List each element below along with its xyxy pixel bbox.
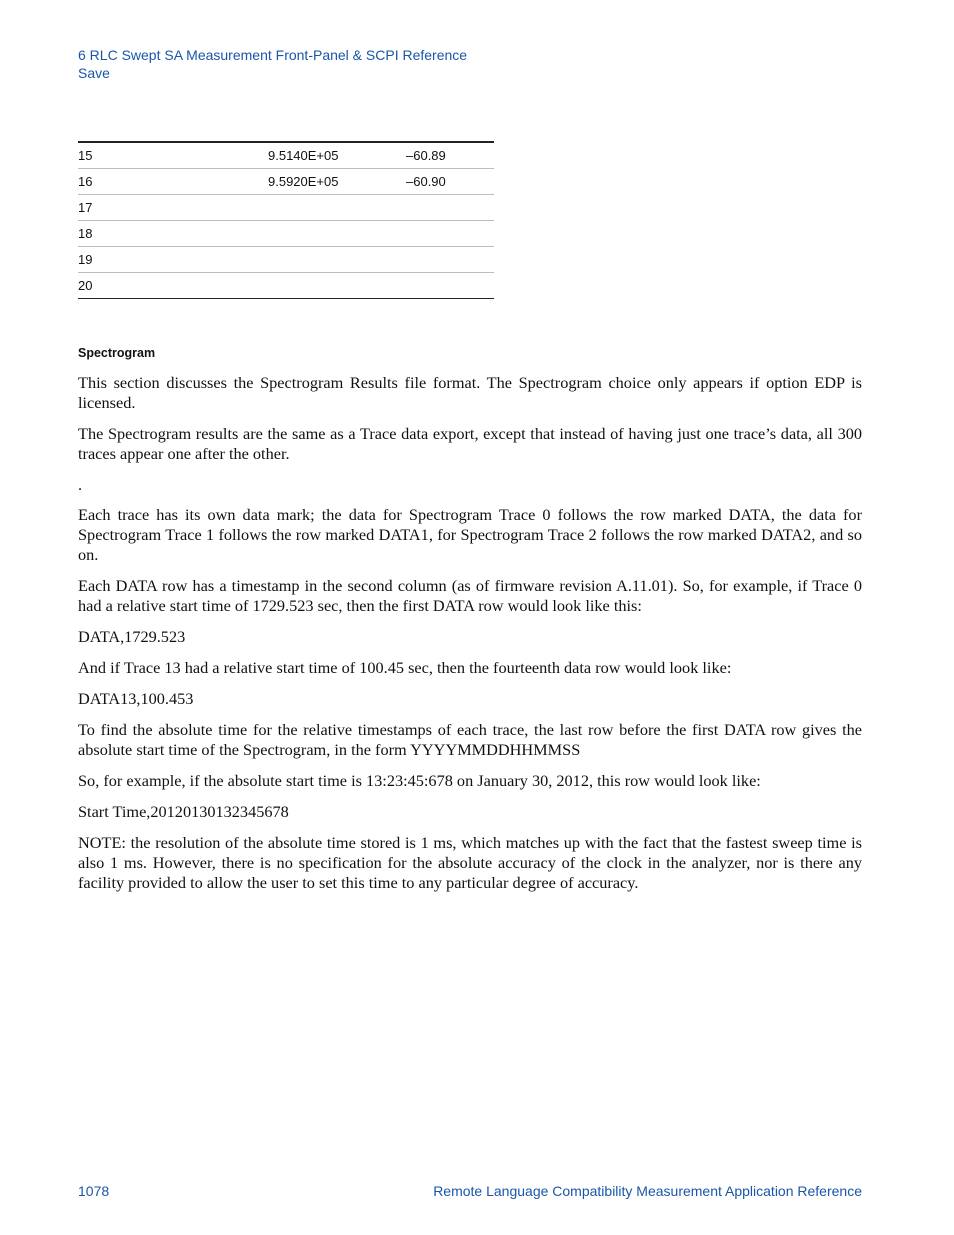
- table-cell: [268, 195, 406, 221]
- code-example: DATA13,100.453: [78, 689, 194, 708]
- code-example: Start Time,20120130132345678: [78, 802, 289, 821]
- table-row: [78, 142, 494, 169]
- body-text: [78, 373, 862, 904]
- table-row: [78, 273, 494, 299]
- paragraph: .: [78, 475, 83, 494]
- table-cell: 16: [78, 169, 268, 195]
- paragraph: To find the absolute time for the relative timestamps of each trace, the last row before the first DATA row gives the absolute start time of the Spectrogram, in the form YYYYMMDDHHMMSS: [78, 720, 862, 759]
- table-cell: [268, 247, 406, 273]
- section-name: Save: [78, 65, 110, 81]
- paragraph: And if Trace 13 had a relative start time of 100.45 sec, then the fourteenth data row would look like:: [78, 658, 732, 677]
- table-cell: 18: [78, 221, 268, 247]
- paragraph: Each DATA row has a timestamp in the second column (as of firmware revision A.11.01). So, for example, if Trace 0 had a relative start time of 1729.523 sec, then the first DATA row would look like this:: [78, 576, 862, 615]
- table-row: [78, 221, 494, 247]
- section-heading: Spectrogram: [78, 346, 156, 360]
- paragraph: The Spectrogram results are the same as a Trace data export, except that instead of having just one trace’s data, all 300 traces appear one after the other.: [78, 424, 862, 463]
- table-cell: [406, 247, 494, 273]
- table-cell: –60.90: [406, 169, 494, 195]
- chapter-title: 6 RLC Swept SA Measurement Front-Panel & SCPI Reference: [78, 47, 468, 63]
- trace-data-table: [78, 141, 494, 299]
- code-example: DATA,1729.523: [78, 627, 186, 646]
- table-cell: [268, 221, 406, 247]
- table-cell: [268, 273, 406, 299]
- table-cell: [406, 195, 494, 221]
- document-title: Remote Language Compatibility Measurement Application Reference: [433, 1183, 862, 1199]
- table-cell: [406, 273, 494, 299]
- page-number: 1078: [78, 1183, 110, 1199]
- paragraph: So, for example, if the absolute start time is 13:23:45:678 on January 30, 2012, this row would look like:: [78, 771, 761, 790]
- table-cell: 17: [78, 195, 268, 221]
- table-cell: 19: [78, 247, 268, 273]
- table-cell: –60.89: [406, 142, 494, 169]
- table-row: [78, 247, 494, 273]
- table-cell: 9.5140E+05: [268, 142, 406, 169]
- note-paragraph: NOTE: the resolution of the absolute time stored is 1 ms, which matches up with the fact that the fastest sweep time is also 1 ms. However, there is no specification for the absolute accuracy of the clock in the analyzer, nor is there any facility provided to allow the user to set this time to any particular degree of accuracy.: [78, 833, 862, 892]
- paragraph: Each trace has its own data mark; the data for Spectrogram Trace 0 follows the row marked DATA, the data for Spectrogram Trace 1 follows the row marked DATA1, for Spectrogram Trace 2 follows the row marked DATA2, and so on.: [78, 505, 862, 564]
- table-cell: 9.5920E+05: [268, 169, 406, 195]
- running-header: [78, 46, 467, 82]
- paragraph: This section discusses the Spectrogram Results file format. The Spectrogram choice only appears if option EDP is licensed.: [78, 373, 862, 412]
- table-cell: [406, 221, 494, 247]
- table-cell: 15: [78, 142, 268, 169]
- table-cell: 20: [78, 278, 93, 293]
- table-row: [78, 195, 494, 221]
- table-row: [78, 169, 494, 195]
